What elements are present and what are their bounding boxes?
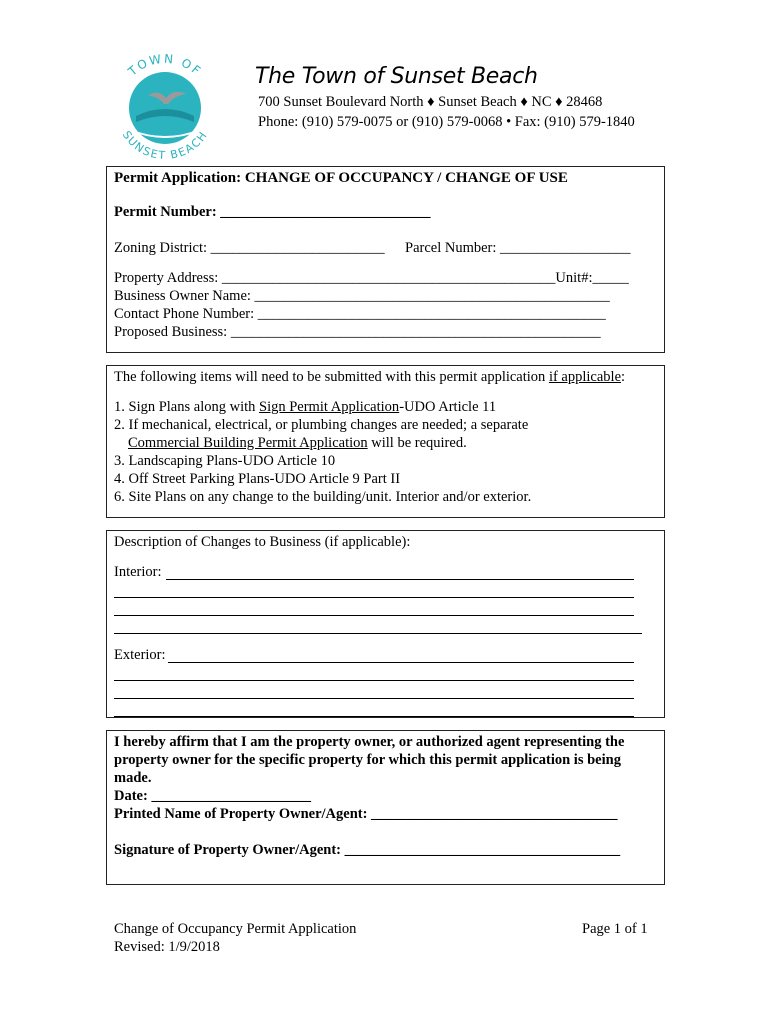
footer-form-name: Change of Occupancy Permit Application: [114, 921, 357, 937]
application-heading: Permit Application: CHANGE OF OCCUPANCY / CHANGE OF USE: [114, 170, 568, 186]
exterior-line-1[interactable]: [168, 662, 634, 663]
interior-line-3[interactable]: [114, 615, 634, 616]
requirement-item-2: 2. If mechanical, electrical, or plumbing changes are needed; a separate: [114, 417, 529, 433]
printed-name-field[interactable]: Printed Name of Property Owner/Agent: __________________________________: [114, 806, 618, 822]
logo-text-bottom: SUNSET BEACH: [119, 128, 211, 163]
description-heading: Description of Changes to Business (if applicable):: [114, 534, 411, 550]
footer-revised: Revised: 1/9/2018: [114, 939, 220, 955]
address-line: 700 Sunset Boulevard North ♦ Sunset Beach ♦ NC ♦ 28468: [258, 94, 603, 110]
town-title: The Town of Sunset Beach: [255, 64, 538, 89]
exterior-line-2[interactable]: [114, 680, 634, 681]
contact-phone-field[interactable]: Contact Phone Number: ________________________________________________: [114, 306, 606, 322]
exterior-line-4[interactable]: [114, 716, 634, 717]
requirement-item-3: 3. Landscaping Plans-UDO Article 10: [114, 453, 336, 469]
proposed-business-field[interactable]: Proposed Business: ___________________________________________________: [114, 324, 601, 340]
logo-text-top: TOWN OF: [125, 51, 205, 79]
town-seal-logo: [108, 50, 222, 164]
footer-page-number: Page 1 of 1: [582, 921, 648, 937]
description-section: [106, 530, 665, 718]
parcel-number-field[interactable]: Parcel Number: __________________: [405, 240, 631, 256]
commercial-permit-link[interactable]: Commercial Building Permit Application: [128, 435, 368, 451]
property-address-field[interactable]: Property Address: ______________________________________________Unit#:_____: [114, 270, 629, 286]
interior-label: Interior:: [114, 564, 162, 580]
affirmation-line-1: I hereby affirm that I am the property owner, or authorized agent representing the: [114, 734, 625, 750]
affirmation-line-2: property owner for the specific property for which this permit application is being: [114, 752, 621, 768]
requirement-item-6: 6. Site Plans on any change to the building/unit. Interior and/or exterior.: [114, 489, 532, 505]
signature-field[interactable]: Signature of Property Owner/Agent: ______________________________________: [114, 842, 621, 858]
permit-number-field[interactable]: Permit Number: _____________________________: [114, 204, 431, 220]
phone-line: Phone: (910) 579-0075 or (910) 579-0068 • Fax: (910) 579-1840: [258, 114, 635, 130]
if-applicable-link[interactable]: if applicable: [548, 369, 621, 385]
interior-line-1[interactable]: [166, 579, 634, 580]
interior-line-2[interactable]: [114, 597, 634, 598]
date-field[interactable]: Date: ______________________: [114, 788, 311, 804]
exterior-line-3[interactable]: [114, 698, 634, 699]
requirements-intro: The following items will need to be submitted with this permit application if applicable:: [114, 369, 626, 385]
interior-line-4[interactable]: [114, 633, 642, 634]
sign-permit-link[interactable]: Sign Permit Application: [259, 399, 400, 415]
business-owner-field[interactable]: Business Owner Name: _________________________________________________: [114, 288, 610, 304]
requirement-item-2-cont: Commercial Building Permit Application will be required.: [128, 435, 467, 451]
requirement-item-4: 4. Off Street Parking Plans-UDO Article 9 Part II: [114, 471, 401, 487]
zoning-district-field[interactable]: Zoning District: ________________________: [114, 240, 385, 256]
requirement-item-1: 1. Sign Plans along with Sign Permit Application-UDO Article 11: [114, 399, 497, 415]
exterior-label: Exterior:: [114, 647, 166, 663]
affirmation-line-3: made.: [114, 770, 152, 786]
